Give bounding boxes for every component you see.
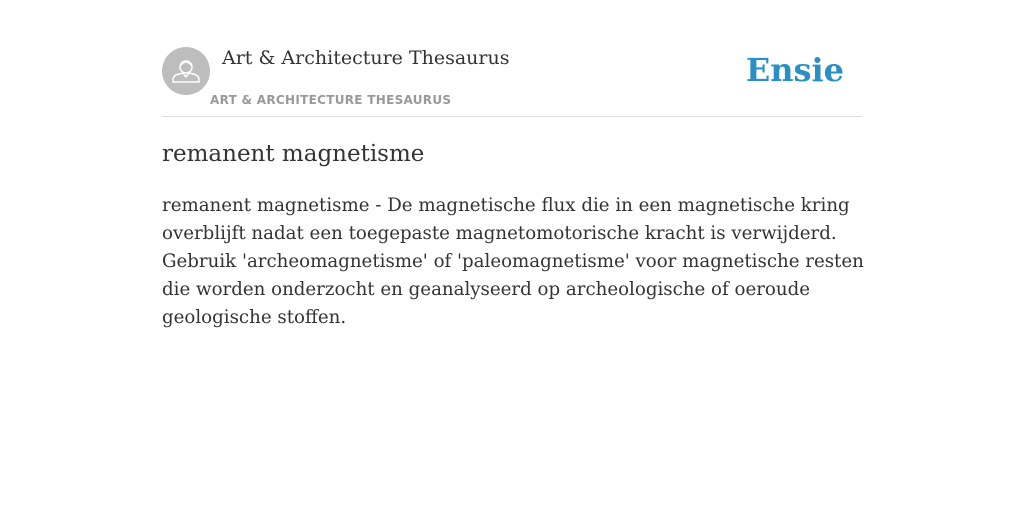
user-silhouette-icon	[162, 47, 210, 95]
definition-text: remanent magnetisme - De magnetische flux die in een magnetische kring overblijft nadat een toegepaste magnetomotorische kracht is verwijderd. Gebruik 'archeomagnetisme' of 'paleomagnetisme' voor magnetische resten die worden onderzocht en geanalyseerd op archeologische of oeroude geologische stoffen.	[162, 195, 864, 328]
avatar[interactable]	[162, 47, 210, 95]
page-title: remanent magnetisme	[162, 141, 425, 167]
header	[162, 46, 862, 117]
brand-logo[interactable]: Ensie	[745, 51, 844, 89]
author-name[interactable]: Art & Architecture Thesaurus	[222, 47, 510, 69]
source-label[interactable]: ART & ARCHITECTURE THESAURUS	[210, 93, 452, 107]
